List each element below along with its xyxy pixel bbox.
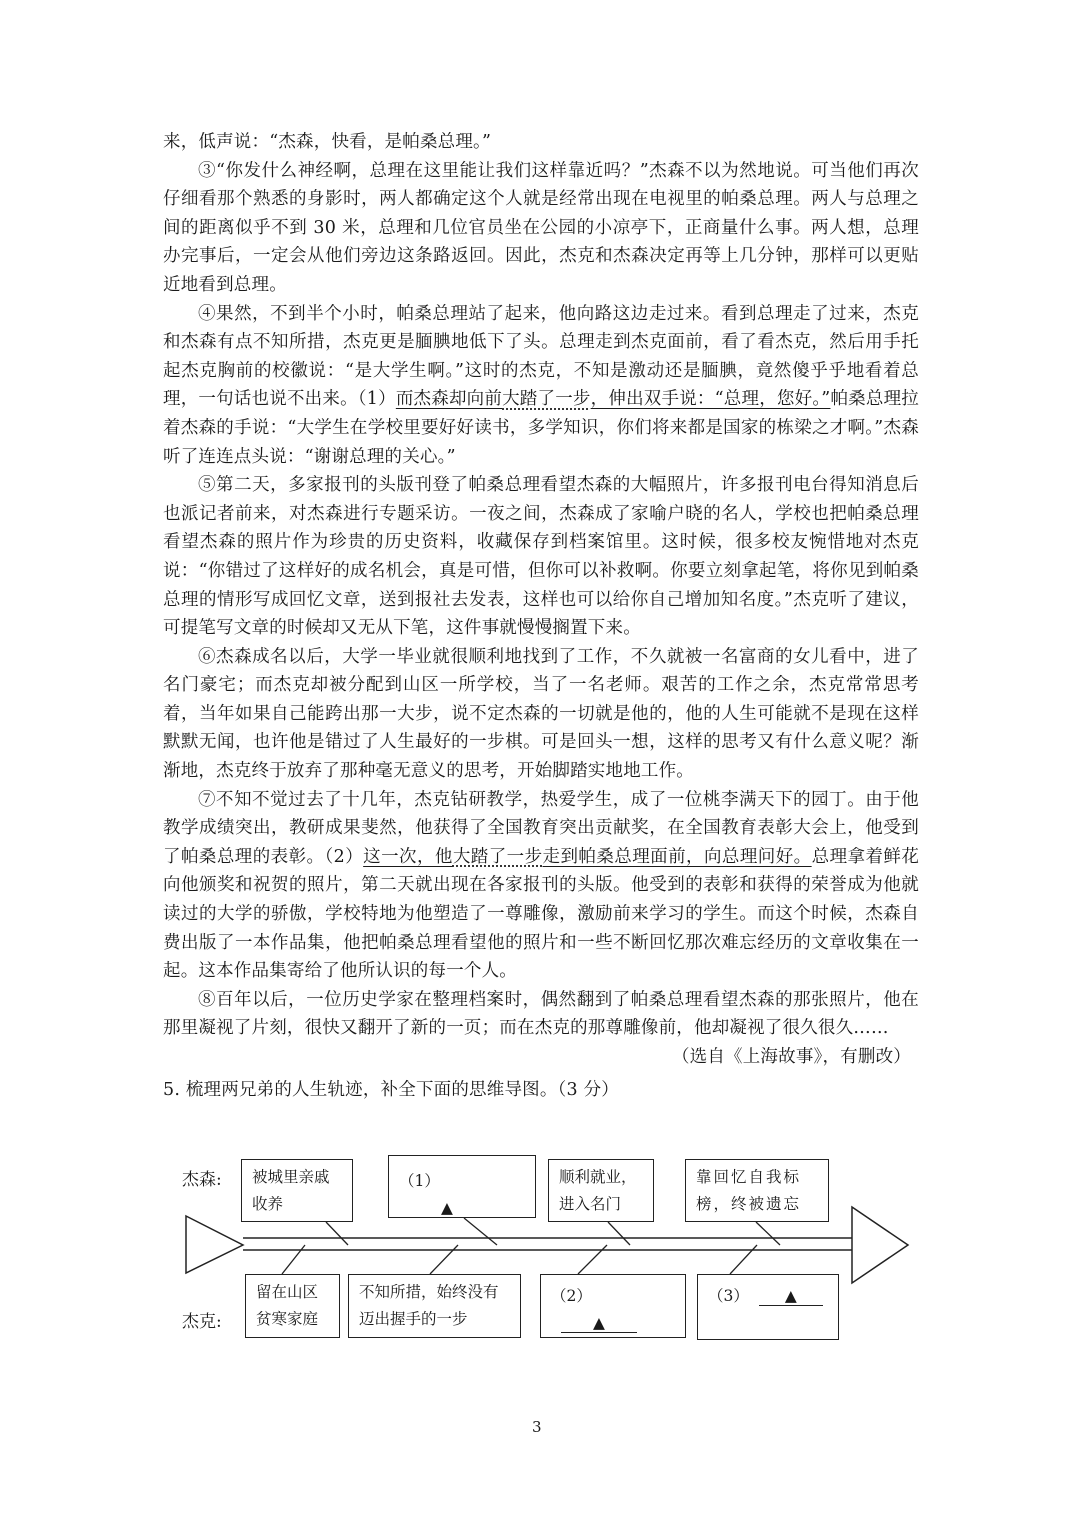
jack-box-2-line2: 迈出握手的一步 <box>359 1310 468 1328</box>
jason-box-4 <box>685 1159 829 1222</box>
underlined-sentence-2b: 走到帕桑总理面前，向总理问好。 <box>542 846 812 867</box>
triangle-icon: ▲ <box>784 1287 797 1305</box>
jason-box-1 <box>241 1159 353 1222</box>
connector-top-1 <box>326 1222 348 1245</box>
blank-3-number: （3） <box>708 1287 749 1305</box>
source-citation: （选自《上海故事》，有删改） <box>671 1047 911 1067</box>
blank-1-number: （1） <box>399 1172 440 1190</box>
jack-box-1-line2: 贫寒家庭 <box>256 1310 319 1328</box>
question-5: 5. 梳理两兄弟的人生轨迹，补全下面的思维导图。（3 分） <box>163 1079 620 1100</box>
jason-box-1-line2: 收养 <box>252 1195 284 1213</box>
answer-blank-2[interactable] <box>561 1314 637 1333</box>
paragraph-4-text: ④果然，不到半个小时，帕桑总理站了起来，他向路这边走过来。看到总理走了过来，杰克和杰森有点不知所措，杰克更是腼腆地低下了头。总理走到杰克面前，看了看杰克，然后用手托起杰克胸前的校徽说：“是大学生啊。”这时的杰克，不知是激动还是腼腆，竟然傻乎乎地看着总理，一句话也说不出来。（1） <box>163 303 919 410</box>
paragraph-5: ⑤第二天，多家报刊的头版刊登了帕桑总理看望杰森的大幅照片，许多报刊电台得知消息后也派记者前来，对杰森进行专题采访。一夜之间，杰森成了家喻户晓的名人，学校也把帕桑总理看望杰森的照片作为珍贵的历史资料，收藏保存到档案馆里。这时候，很多校友惋惜地对杰克说：“你错过了这样好的成名机会，真是可惜，但你可以补救啊。你要立刻拿起笔，将你见到帕桑总理的情形写成回忆文章，送到报社去发表，这样也可以给你自己增加知名度。”杰克听了建议，可提笔写文章的时候却又无从下笔，这件事就慢慢搁置下来。 <box>163 475 919 639</box>
jason-label: 杰森: <box>182 1170 222 1190</box>
jason-box-3-line2: 进入名门 <box>559 1195 622 1213</box>
dotted-phrase-1: 大踏了一步 <box>502 389 591 410</box>
answer-blank-1[interactable] <box>409 1199 485 1218</box>
jack-box-1 <box>245 1274 340 1338</box>
connector-top-4 <box>756 1222 780 1245</box>
jack-box-4-blank <box>697 1274 839 1340</box>
answer-blank-3[interactable] <box>759 1287 823 1306</box>
page-number: 3 <box>532 1418 542 1436</box>
head-arrow <box>852 1207 908 1283</box>
triangle-icon: ▲ <box>441 1199 453 1217</box>
jason-box-1-line1: 被城里亲戚 <box>252 1168 330 1186</box>
underlined-sentence-2a: 这一次，他 <box>363 846 453 867</box>
connector-top-3 <box>608 1222 630 1245</box>
jason-box-3-line1: 顺利就业， <box>559 1168 637 1186</box>
jack-box-2 <box>348 1274 521 1338</box>
paragraph-6: ⑥杰森成名以后，大学一毕业就很顺利地找到了工作，不久就被一名富商的女儿看中，进了名门豪宅；而杰克却被分配到山区一所学校，当了一名老师。艰苦的工作之余，杰克常常思考着，当年如果自己能跨出那一大步，说不定杰森的一切就是他的，他的人生可能就不是现在这样默默无闻，也许他是错过了人生最好的一步棋。可是回头一想，这样的思考又有什么意义呢？渐渐地，杰克终于放弃了那种毫无意义的思考，开始脚踏实地地工作。 <box>163 646 919 782</box>
jack-label: 杰克: <box>182 1312 222 1332</box>
jack-box-1-line1: 留在山区 <box>256 1283 319 1301</box>
paragraph-continued: 来，低声说：“杰森，快看，是帕桑总理。” <box>163 132 492 152</box>
underlined-sentence-1b: ，伸出双手说：“总理，您好。” <box>590 389 831 410</box>
paragraph-7-tail: 总理拿着鲜花向他颁奖和祝贺的照片，第二天就出现在各家报刊的头版。他受到的表彰和获得的荣誉成为他就读过的大学的骄傲，学校特地为他塑造了一尊雕像，激励前来学习的学生。而这个时候，杰森自费出版了一本作品集，他把帕桑总理看望他的照片和一些不断回忆那次难忘经历的文章收集在一起。这本作品集寄给了他所认识的每一个人。 <box>163 846 920 982</box>
jason-box-4-line1: 靠回忆自我标 <box>696 1168 802 1186</box>
paragraph-4-tail: 帕桑总理拉着杰森的手说：“大学生在学校里要好好读书，多学知识，你们将来都是国家的栋梁之才啊。”杰森听了连连点头说：“谢谢总理的关心。” <box>163 389 920 467</box>
paragraph-8: ⑧百年以后，一位历史学家在整理档案时，偶然翻到了帕桑总理看望杰森的那张照片，他在那里凝视了片刻，很快又翻开了新的一页；而在杰克的那尊雕像前，他却凝视了很久很久…… <box>163 989 919 1039</box>
connector-top-2 <box>464 1218 497 1245</box>
jack-box-3-blank <box>540 1274 686 1338</box>
blank-2-number: （2） <box>551 1287 592 1305</box>
underlined-sentence-1a: 而杰森却向前 <box>395 389 503 410</box>
dotted-phrase-2: 大踏了一步 <box>452 846 543 867</box>
jason-box-3 <box>548 1159 654 1222</box>
jack-box-2-line1: 不知所措，始终没有 <box>359 1283 499 1301</box>
triangle-icon: ▲ <box>593 1314 605 1332</box>
paragraph-7-text: ⑦不知不觉过去了十几年，杰克钻研教学，热爱学生，成了一位桃李满天下的园丁。由于他教学成绩突出，教研成果斐然，他获得了全国教育突出贡献奖，在全国教育表彰大会上，他受到了帕桑总理的表彰。（2） <box>163 789 919 867</box>
paragraph-3: ③“你发什么神经啊，总理在这里能让我们这样靠近吗？”杰森不以为然地说。可当他们再次仔细看那个熟悉的身影时，两人都确定这个人就是经常出现在电视里的帕桑总理。两人与总理之间的距离似乎不到 30 米，总理和几位官员坐在公园的小凉亭下，正商量什么事。两人想，总理办完事后，一定会从他们旁边这条路返回。因此，杰克和杰森决定再等上几分钟，那样可以更贴近地看到总理。 <box>163 160 919 295</box>
jason-box-2-blank <box>388 1155 536 1218</box>
tail-arrow <box>186 1216 243 1273</box>
jason-box-4-line2: 榜，终被遗忘 <box>696 1195 802 1213</box>
